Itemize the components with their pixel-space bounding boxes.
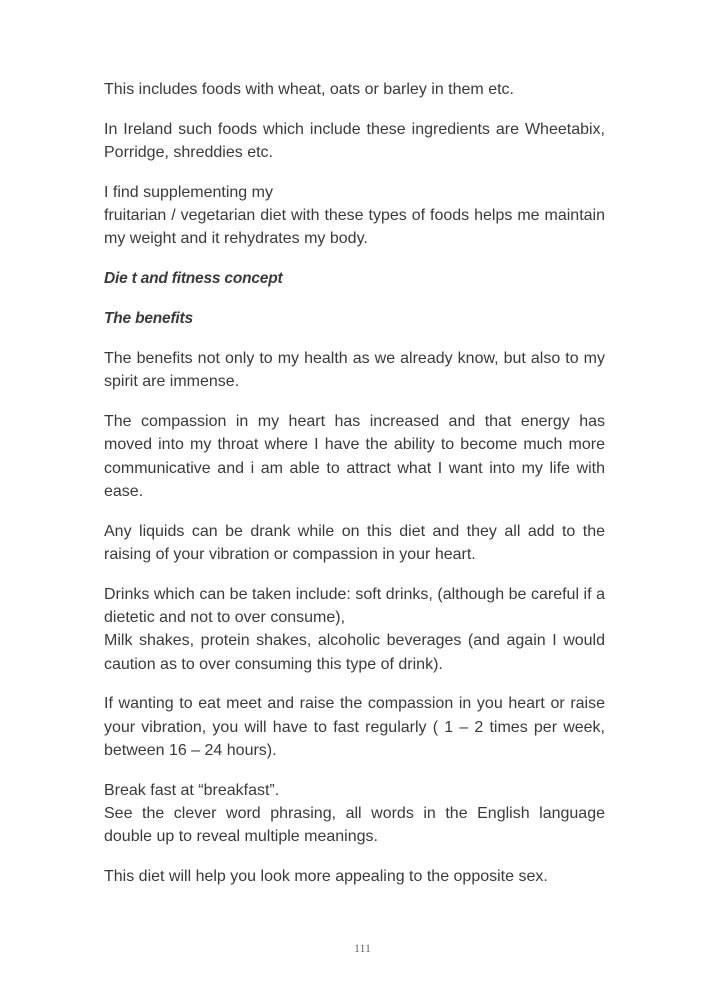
heading-the-benefits: The benefits: [104, 310, 193, 328]
page-number: 111: [353, 941, 372, 955]
paragraph-appealing: This diet will help you look more appealing to the opposite sex.: [104, 868, 548, 886]
page-body: [104, 78, 605, 889]
paragraph-break-fast: Break fast at “breakfast”.: [104, 781, 280, 799]
paragraph-supplementing-body: fruitarian / vegetarian diet with these types of foods helps me maintain my weight and it rehydrates my body.: [104, 207, 605, 248]
paragraph-word-phrasing: See the clever word phrasing, all words in the English language double up to reveal multiple meanings.: [104, 805, 605, 846]
paragraph-benefits: The benefits not only to my health as we already know, but also to my spirit are immense.: [104, 349, 605, 391]
heading-diet-fitness-concept: Die t and fitness concept: [104, 270, 283, 288]
paragraph-liquids: Any liquids can be drank while on this diet and they all add to the raising of your vibration or compassion in your heart.: [104, 522, 605, 563]
paragraph-drinks: Drinks which can be taken include: soft drinks, (although be careful if a dietetic and not to over consume),: [104, 585, 605, 627]
paragraph-wheat-foods: This includes foods with wheat, oats or barley in them etc.: [104, 81, 514, 98]
paragraph-ireland-foods: In Ireland such foods which include these ingredients are Wheetabix, Porridge, shreddies etc.: [104, 120, 605, 162]
paragraph-fasting: If wanting to eat meet and raise the compassion in you heart or raise your vibration, you will have to fast regularly ( 1 – 2 times per week, between 16 – 24 hours).: [104, 695, 605, 760]
paragraph-milk-shakes: Milk shakes, protein shakes, alcoholic beverages (and again I would caution as to over consuming this type of drink).: [104, 632, 605, 673]
paragraph-supplementing-intro: I find supplementing my: [104, 183, 273, 201]
paragraph-compassion: The compassion in my heart has increased and that energy has moved into my throat where I have the ability to become much more communicative and i am able to attract what I want into my life with ease.: [104, 412, 605, 500]
